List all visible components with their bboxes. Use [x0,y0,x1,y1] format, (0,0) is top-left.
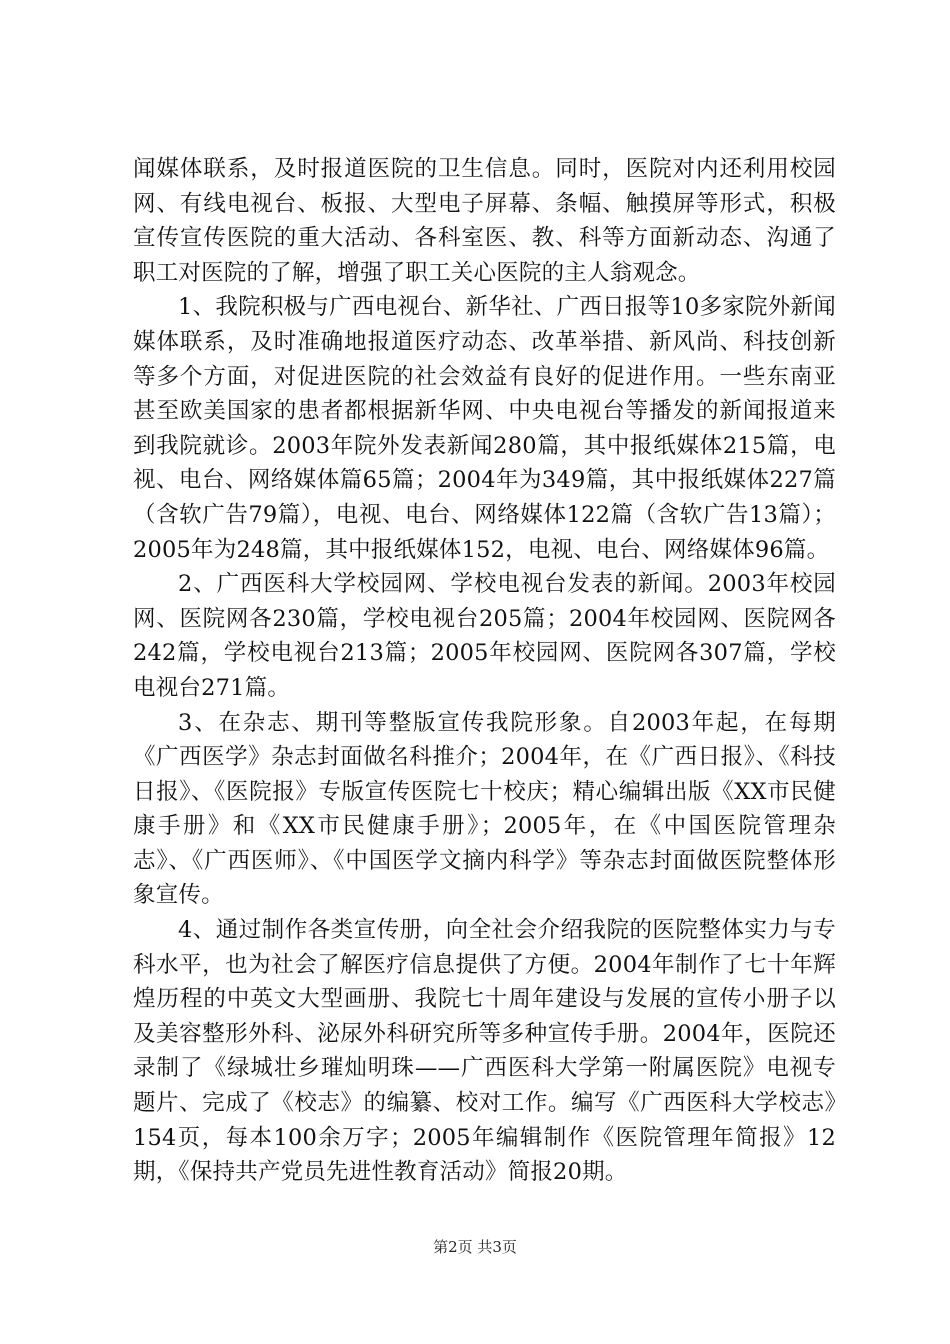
paragraph-item-4: 4、通过制作各类宣传册，向全社会介绍我院的医院整体实力与专科水平，也为社会了解医疗信息提供了方便。2004年制作了七十年辉煌历程的中英文大型画册、我院七十周年建设与发展的宣传小册子以及美容整形外科、泌尿外科研究所等多种宣传手册。2004年，医院还录制了《绿城壮乡璀灿明珠——广西医科大学第一附属医院》电视专题片、完成了《校志》的编纂、校对工作。编写《广西医科大学校志》154页，每本100余万字；2005年编辑制作《医院管理年简报》12期，《保持共产党员先进性教育活动》简报20期。 [133,917,836,1186]
page-number-label: 第2页 共3页 [433,1238,517,1256]
document-body [133,152,836,1190]
paragraph-item-3: 3、在杂志、期刊等整版宣传我院形象。自2003年起，在每期《广西医学》杂志封面做名科推介；2004年，在《广西日报》、《科技日报》、《医院报》专版宣传医院七十校庆；精心编辑出版《XX市民健康手册》和《XX市民健康手册》；2005年，在《中国医院管理杂志》、《广西医师》、《中国医学文摘内科学》等杂志封面做医院整体形象宣传。 [133,709,836,909]
page-footer [0,1237,950,1257]
paragraph-item-2: 2、广西医科大学校园网、学校电视台发表的新闻。2003年校园网、医院网各230篇，学校电视台205篇；2004年校园网、医院网各242篇，学校电视台213篇；2005年校园网、医院网各307篇，学校电视台271篇。 [133,571,836,701]
paragraph-continuation: 闻媒体联系，及时报道医院的卫生信息。同时，医院对内还利用校园网、有线电视台、板报、大型电子屏幕、条幅、触摸屏等形式，积极宣传宣传医院的重大活动、各科室医、教、科等方面新动态、沟通了职工对医院的了解，增强了职工关心医院的主人翁观念。 [133,156,836,286]
paragraph-item-1: 1、我院积极与广西电视台、新华社、广西日报等10多家院外新闻媒体联系，及时准确地报道医疗动态、改革举措、新风尚、科技创新等多个方面，对促进医院的社会效益有良好的促进作用。一些东南亚甚至欧美国家的患者都根据新华网、中央电视台等播发的新闻报道来到我院就诊。2003年院外发表新闻280篇，其中报纸媒体215篇，电视、电台、网络媒体篇65篇；2004年为349篇，其中报纸媒体227篇（含软广告79篇），电视、电台、网络媒体122篇（含软广告13篇）；2005年为248篇，其中报纸媒体152，电视、电台、网络媒体96篇。 [133,294,836,563]
